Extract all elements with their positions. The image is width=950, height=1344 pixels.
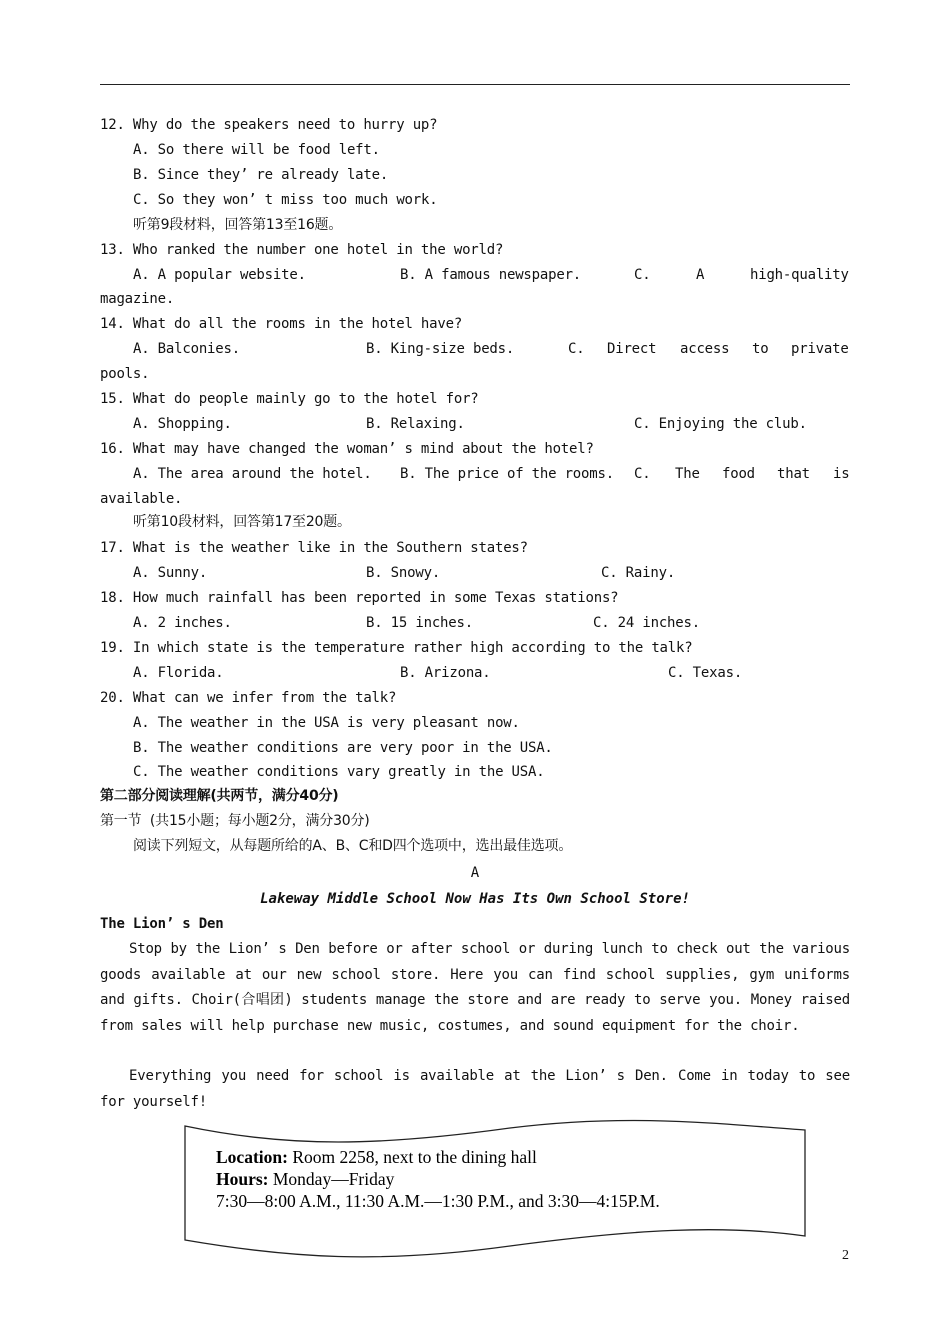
passage-title: Lakeway Middle School Now Has Its Own School Store!: [260, 891, 690, 907]
question-14-option-c-word2: access: [680, 341, 730, 357]
question-15-option-a: A. Shopping.: [133, 416, 232, 432]
section-9-instruction: 听第9段材料，回答第13至16题。: [133, 217, 343, 233]
question-12-option-c: C. So they won’ t miss too much work.: [133, 192, 438, 208]
section-10-instruction: 听第10段材料，回答第17至20题。: [133, 514, 351, 530]
question-14-stem: 14. What do all the rooms in the hotel have?: [100, 316, 463, 332]
hours-line: [216, 1168, 660, 1190]
question-12-option-b: B. Since they’ re already late.: [133, 167, 389, 183]
hours-label: Hours:: [216, 1169, 269, 1189]
question-17-option-b: B. Snowy.: [366, 565, 441, 581]
question-13-option-b: B. A famous newspaper.: [400, 267, 582, 283]
question-18-stem: 18. How much rainfall has been reported in some Texas stations?: [100, 590, 619, 606]
question-20-option-b: B. The weather conditions are very poor in the USA.: [133, 740, 553, 756]
part-2-section-1: 第一节 (共15小题；每小题2分，满分30分): [100, 813, 370, 829]
question-14-option-c-word3: to: [752, 341, 769, 357]
question-19-option-a: A. Florida.: [133, 665, 224, 681]
passage-subtitle: The Lion’ s Den: [100, 916, 224, 932]
passage-paragraph-1: Stop by the Lion’ s Den before or after school or during lunch to check out the various goods available at our new school store. Here you can find school supplies, gym uniforms and gifts. Choir(合唱团) students manage the store and are ready to serve you. Money raised from sales will help purchase new music, costumes, and sound equipment for the choir.: [100, 941, 850, 1034]
question-16-option-c-word4: is: [833, 466, 850, 482]
question-20-option-c: C. The weather conditions vary greatly in the USA.: [133, 764, 545, 780]
question-14-option-c-word1: Direct: [607, 341, 657, 357]
question-13-option-c-word2: high-quality: [750, 267, 849, 283]
question-13-stem: 13. Who ranked the number one hotel in the world?: [100, 242, 504, 258]
hours-value: Monday—Friday: [268, 1169, 395, 1189]
question-12-option-a: A. So there will be food left.: [133, 142, 380, 158]
question-14-option-b: B. King-size beds.: [366, 341, 515, 357]
store-info-text: [216, 1146, 660, 1212]
question-17-stem: 17. What is the weather like in the Southern states?: [100, 540, 528, 556]
question-19-option-b: B. Arizona.: [400, 665, 491, 681]
question-13-option-c-wrap: magazine.: [100, 291, 175, 307]
question-16-stem: 16. What may have changed the woman’ s mind about the hotel?: [100, 441, 594, 457]
part-2-heading: 第二部分阅读理解(共两节，满分40分): [100, 788, 339, 804]
question-16-option-c-word3: that: [777, 466, 810, 482]
question-15-option-b: B. Relaxing.: [366, 416, 465, 432]
question-19-option-c: C. Texas.: [668, 665, 743, 681]
part-2-instruction: 阅读下列短文，从每题所给的A、B、C和D四个选项中，选出最佳选项。: [133, 838, 573, 854]
question-14-option-c-wrap: pools.: [100, 366, 150, 382]
question-14-option-c-word4: private: [791, 341, 849, 357]
location-line: [216, 1146, 660, 1168]
question-15-option-c: C. Enjoying the club.: [634, 416, 807, 432]
question-14-option-c-letter: C.: [568, 341, 585, 357]
header-rule: [100, 84, 850, 85]
question-13-option-a: A. A popular website.: [133, 267, 306, 283]
question-13-option-c-letter: C.: [634, 267, 651, 283]
question-16-option-c-letter: C.: [634, 466, 651, 482]
page-number: 2: [842, 1248, 849, 1263]
question-16-option-c-word2: food: [722, 466, 755, 482]
question-12-stem: 12. Why do the speakers need to hurry up?: [100, 117, 438, 133]
question-14-option-a: A. Balconies.: [133, 341, 240, 357]
question-20-option-a: A. The weather in the USA is very pleasant now.: [133, 715, 520, 731]
location-value: Room 2258, next to the dining hall: [287, 1147, 537, 1167]
question-19-stem: 19. In which state is the temperature rather high according to the talk?: [100, 640, 693, 656]
question-16-option-a: A. The area around the hotel.: [133, 466, 372, 482]
question-16-option-c-word1: The: [675, 466, 700, 482]
passage-letter: A: [470, 865, 480, 881]
question-16-option-c-wrap: available.: [100, 491, 183, 507]
question-18-option-a: A. 2 inches.: [133, 615, 232, 631]
question-16-option-b: B. The price of the rooms.: [400, 466, 614, 482]
question-20-stem: 20. What can we infer from the talk?: [100, 690, 397, 706]
question-15-stem: 15. What do people mainly go to the hotel for?: [100, 391, 479, 407]
question-17-option-a: A. Sunny.: [133, 565, 208, 581]
question-18-option-c: C. 24 inches.: [593, 615, 700, 631]
location-label: Location:: [216, 1147, 288, 1167]
question-17-option-c: C. Rainy.: [601, 565, 676, 581]
hours-times: 7:30—8:00 A.M., 11:30 A.M.—1:30 P.M., and 3:30—4:15P.M.: [216, 1191, 660, 1211]
question-13-option-c-word1: A: [696, 267, 705, 283]
passage-paragraph-2: Everything you need for school is available at the Lion’ s Den. Come in today to see for yourself!: [100, 1068, 850, 1110]
question-18-option-b: B. 15 inches.: [366, 615, 473, 631]
